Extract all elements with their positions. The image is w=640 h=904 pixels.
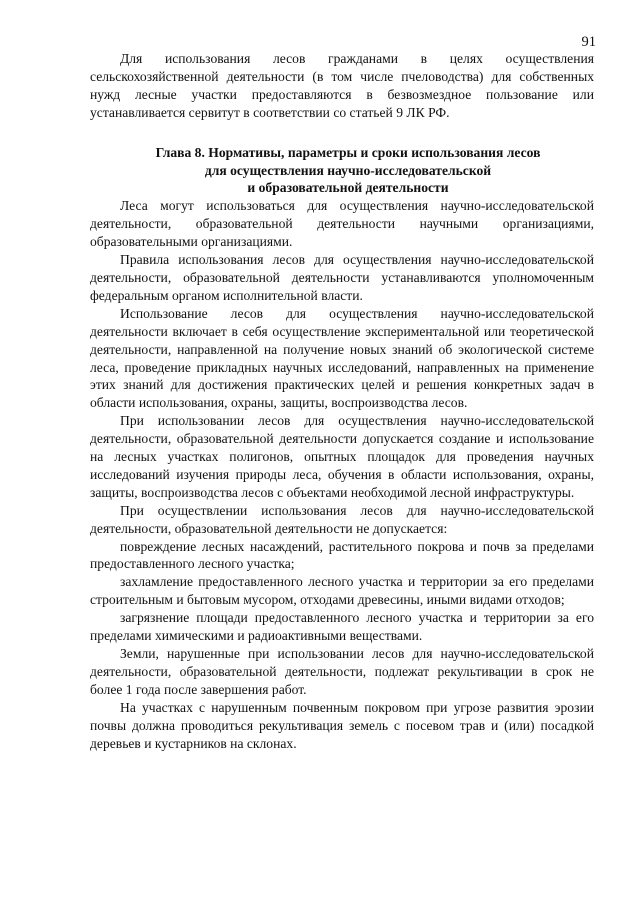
list-item: повреждение лесных насаждений, растительного покрова и почв за пределами предоставленного лесного участка; [90,538,594,572]
intro-paragraph: Для использования лесов гражданами в целях осуществления сельскохозяйственной деятельности (в том числе пчеловодства) для собственных нужд лесные участки предоставляются в безвозмездное пользование или устанавливается сервитут в соответствии со статьей 9 ЛК РФ. [90,51,594,120]
chapter-heading-line: и образовательной деятельности [247,180,449,196]
chapter-heading [90,144,594,198]
list-item: захламление предоставленного лесного участка и территории за его пределами строительным и бытовым мусором, отходами древесины, иными видами отходов; [90,574,594,608]
paragraph: Земли, нарушенные при использовании лесов для научно-исследовательской деятельности, образовательной деятельности, подлежат рекультивации в срок не более 1 года после завершения работ. [90,646,594,697]
chapter-heading-line: для осуществления научно-исследовательской [204,162,492,178]
chapter-heading-line: Глава 8. Нормативы, параметры и сроки использования лесов [155,144,541,160]
list-item: загрязнение площади предоставленного лесного участка и территории за его пределами химическими и радиоактивными веществами. [90,610,594,644]
paragraph: На участках с нарушенным почвенным покровом при угрозе развития эрозии почвы должна проводиться рекультивация земель с посевом трав и (или) посадкой деревьев и кустарников на склонах. [90,699,594,751]
document-body [90,50,594,752]
paragraph: Правила использования лесов для осуществления научно-исследовательской деятельности, образовательной деятельности устанавливаются уполномоченным федеральным органом исполнительной власти. [90,252,594,303]
paragraph: Леса могут использоваться для осуществления научно-исследовательской деятельности, образовательной деятельности научными организациями, образовательными организациями. [90,198,594,250]
page-number: 91 [581,34,596,50]
paragraph: При использовании лесов для осуществления научно-исследовательской деятельности, образовательной деятельности допускается создание и использование на лесных участках полигонов, опытных площадок для проведения научных исследований изучения природы леса, обучения в области использования, охраны, защиты, воспроизводства лесов с объектами необходимой лесной инфраструктуры. [90,413,594,500]
paragraph: Использование лесов для осуществления научно-исследовательской деятельности включает в себя осуществление экспериментальной или теоретической деятельности, направленной на получение новых знаний об экологической системе леса, проведение прикладных научных исследований, направленных на применение этих знаний для достижения практических целей и решения конкретных задач в области использования, охраны, защиты, воспроизводства лесов. [90,305,594,411]
paragraph: При осуществлении использования лесов для научно-исследовательской деятельности, образовательной деятельности не допускается: [90,502,594,536]
